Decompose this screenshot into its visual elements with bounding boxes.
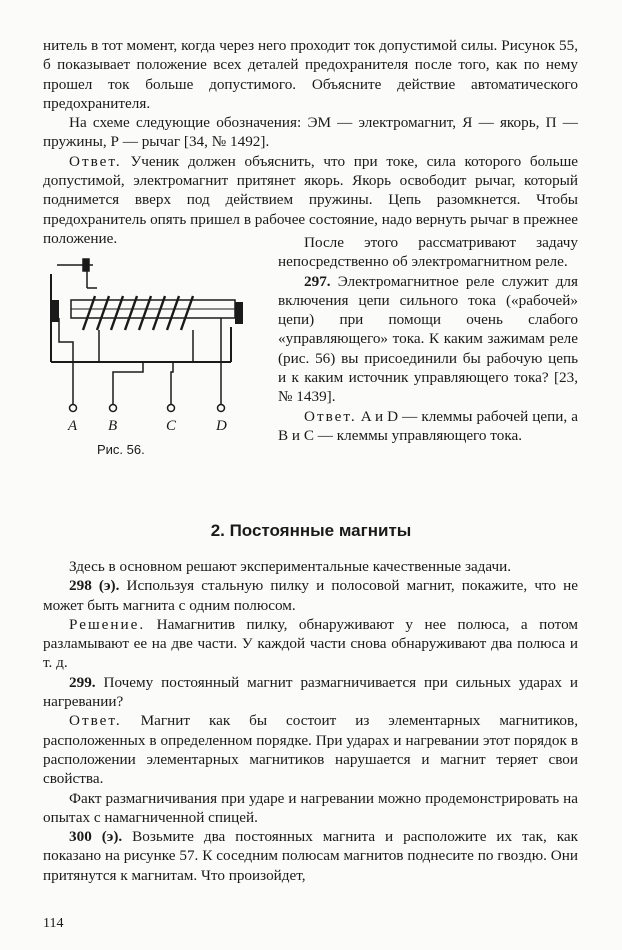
answer-299 xyxy=(43,711,578,788)
problem-text: Возьмите два постоянных магнита и расположите их так, как показано на рисунке 57. К соседним полюсам магнитов поднесите по гвоздю. Они притянутся к магнитам. Что произойдет, xyxy=(43,828,578,884)
answer-label: Ответ. xyxy=(69,152,122,170)
section-heading: 2. Постоянные магниты xyxy=(210,521,412,540)
terminal-label-c: C xyxy=(166,418,177,434)
relay-diagram xyxy=(43,252,273,462)
terminal-label-a: A xyxy=(68,418,78,434)
right-pole xyxy=(235,302,243,324)
paragraph: После этого рассматривают задачу непосредственно об электромагнитном реле. xyxy=(278,234,578,271)
coil-winding xyxy=(83,296,193,330)
terminal-labels xyxy=(67,418,227,434)
answer-text: A и D — клеммы рабочей цепи, а B и C — клеммы управляющего тока. xyxy=(278,407,578,444)
terminal-label-b: B xyxy=(108,418,118,434)
problem-297 xyxy=(278,272,578,407)
paragraph: Здесь в основном решают экспериментальные качественные задачи. xyxy=(69,558,512,575)
problem-number: 299. xyxy=(69,673,96,691)
answer-label: Ответ. xyxy=(69,712,122,730)
problem-298 xyxy=(43,576,578,615)
terminal-d xyxy=(218,405,225,412)
terminals xyxy=(70,405,225,412)
figure-caption: Рис. 56. xyxy=(97,442,145,457)
answer-text: Ученик должен объяснить, что при токе, сила которого больше допустимой, электромагнит притянет якорь. Якорь освободит рычаг, который поднимется вверх под действием пружины. Цепь разомкнется. Чтобы предохранитель опять пришел в рабочее состояние, надо вернуть рычаг в прежнее положение. xyxy=(43,152,578,247)
answer-label: Ответ. xyxy=(304,407,357,425)
armature-spring xyxy=(87,271,97,288)
problem-299 xyxy=(43,673,578,712)
terminal-label-d: D xyxy=(216,418,227,434)
terminal-a xyxy=(70,405,77,412)
paragraph: Факт размагничивания при ударе и нагревании можно продемонстрировать на опытах с намагниченной спицей. xyxy=(43,789,578,826)
bottom-text-block xyxy=(43,557,578,885)
problem-text: Используя стальную пилку и полосовой магнит, покажите, что не может быть магнита с одним полюсом. xyxy=(43,577,578,614)
problem-number: 297. xyxy=(304,272,331,290)
paragraph: На схеме следующие обозначения: ЭМ — электромагнит, Я — якорь, П — пружины, Р — рычаг [34, № 1492]. xyxy=(43,114,578,151)
problem-number: 300 (э). xyxy=(69,828,123,846)
figure-56 xyxy=(43,252,273,462)
solution-298 xyxy=(43,615,578,673)
problem-text: Почему постоянный магнит размагничивается при сильных ударах и нагревании? xyxy=(43,673,578,711)
right-column-text xyxy=(278,233,578,445)
terminal-c xyxy=(168,405,175,412)
problem-300 xyxy=(43,827,578,885)
page-number: 114 xyxy=(43,916,64,931)
adjusting-screw xyxy=(57,259,93,271)
problem-text: Электромагнитное реле служит для включения цепи сильного тока («рабочей» цепи) при помощи очень слабого «управляющего» тока. К каким зажимам реле (рис. 56) вы присоединили бы рабочую цепь и к каким источник управляющего тока? [23, № 1439]. xyxy=(278,272,578,406)
solution-text: Намагнитив пилку, обнаруживают у нее полюса, а потом разламывают ее на две части. У каждой части снова обнаруживают два полюса и т. д. xyxy=(43,615,578,672)
top-text-block xyxy=(43,36,578,248)
terminal-b xyxy=(110,405,117,412)
left-pole xyxy=(51,300,59,322)
solution-label: Решение. xyxy=(69,615,146,633)
answer-text: Магнит как бы состоит из элементарных магнитиков, расположенных в определенном порядке. При ударах и нагревании этот порядок в расположении элементарных магнитиков нарушается и магнит теряет свои свойства. xyxy=(43,712,578,788)
answer-297 xyxy=(278,407,578,446)
paragraph: нитель в тот момент, когда через него проходит ток допустимой силы. Рисунок 55, б показывает положение всех деталей предохранителя после того, как по нему прошел ток больше допустимого. Объясните действие автоматического предохранителя. xyxy=(43,37,578,112)
problem-number: 298 (э). xyxy=(69,577,120,595)
